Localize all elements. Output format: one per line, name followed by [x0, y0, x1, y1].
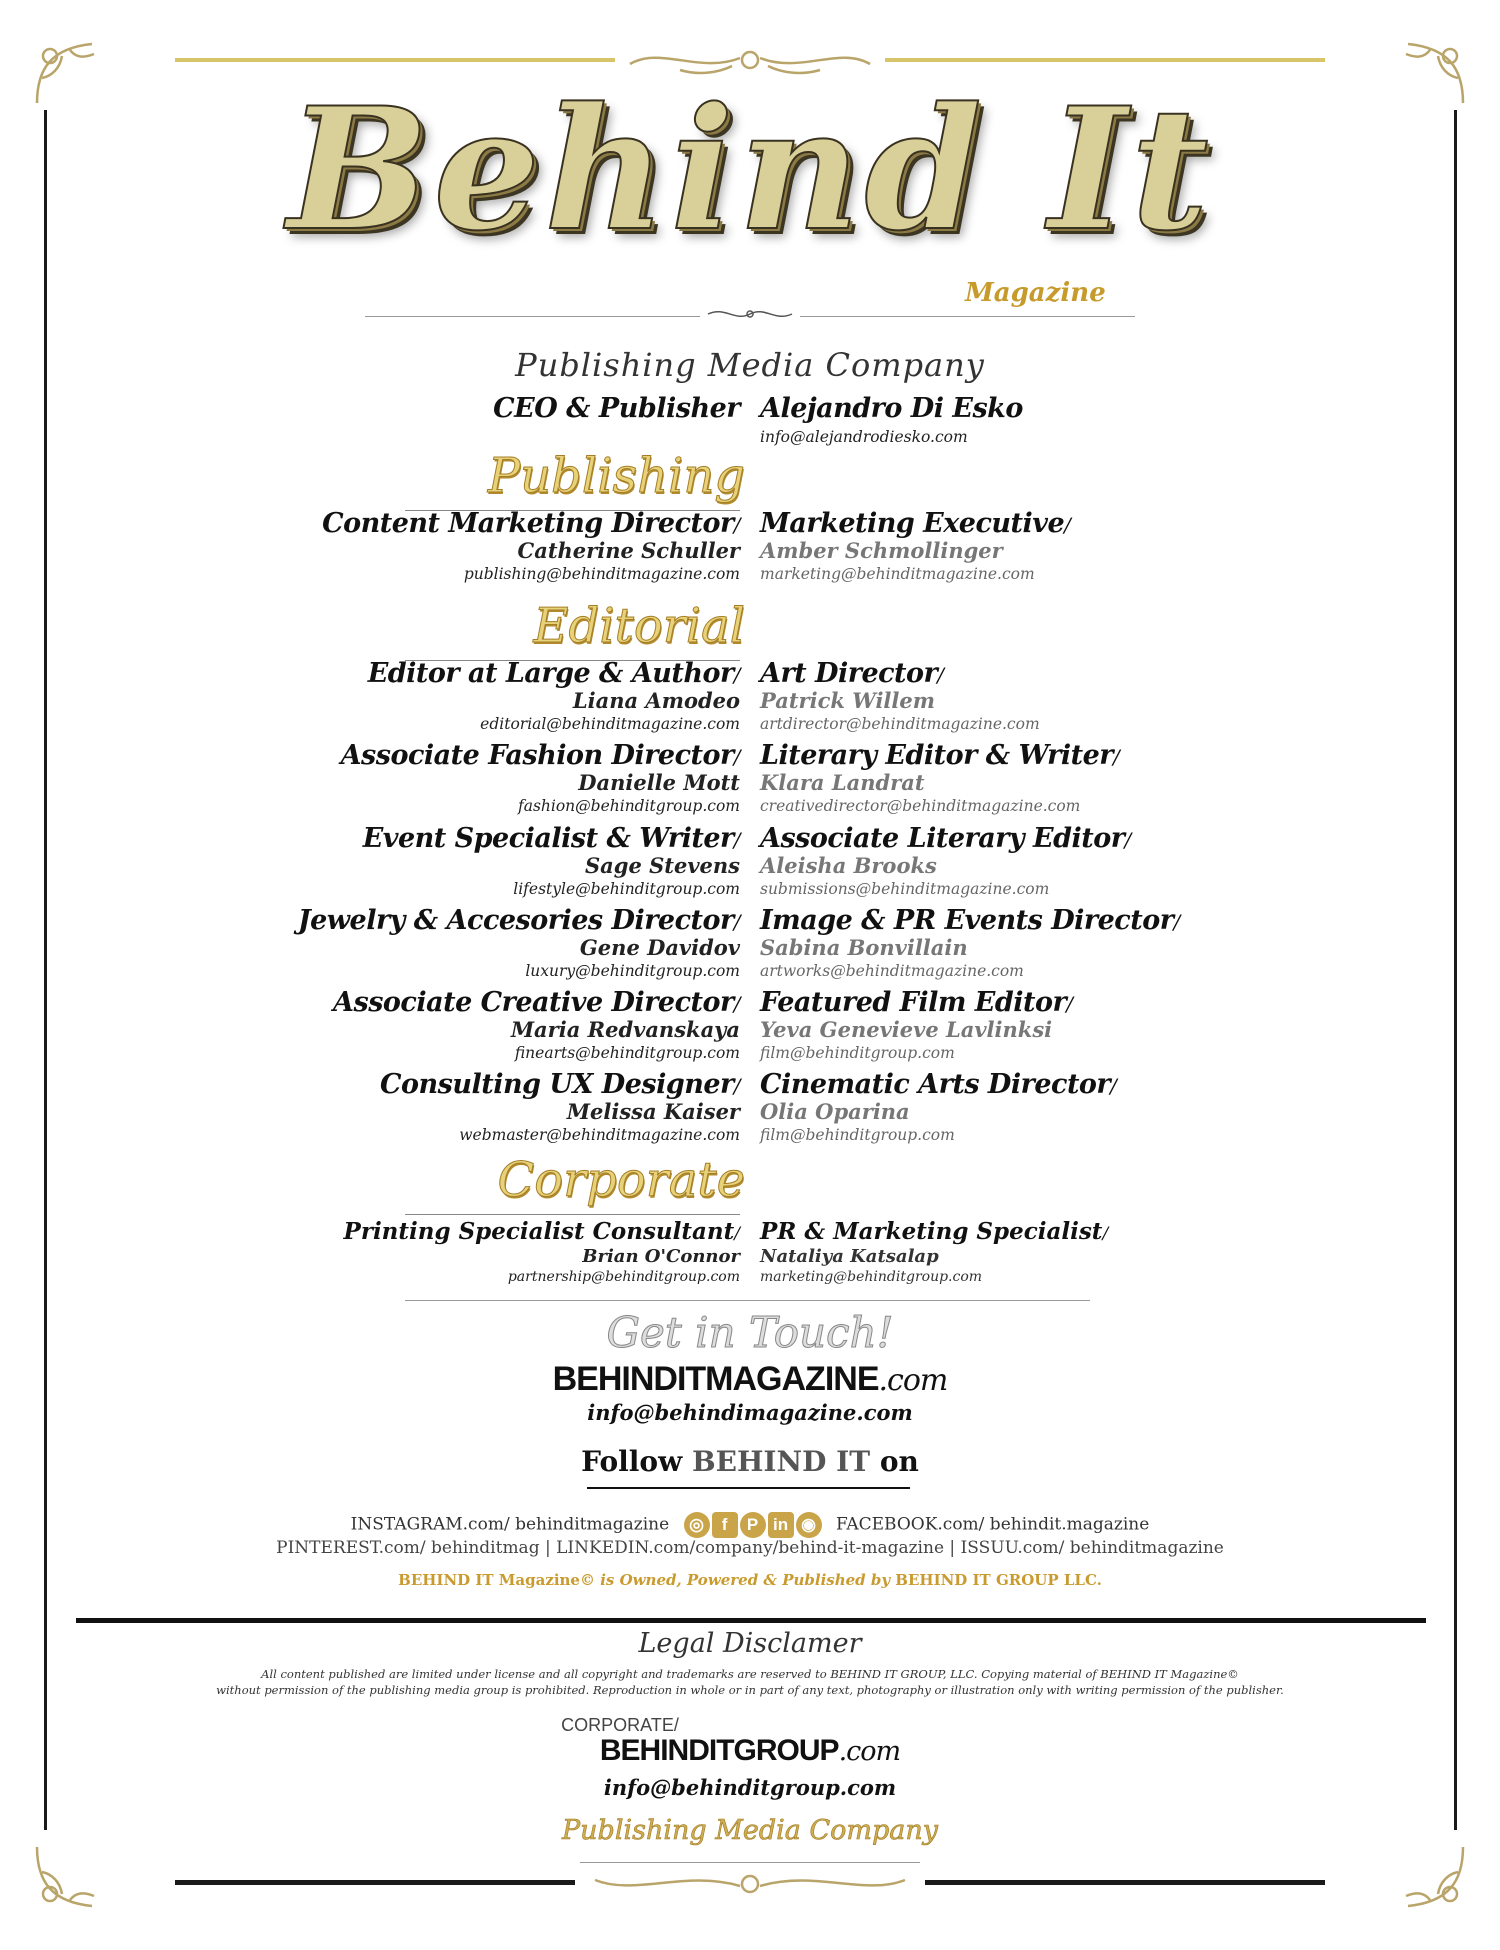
staff-email: film@behinditgroup.com	[760, 1044, 955, 1062]
staff-name: Patrick Willem	[760, 688, 935, 713]
section-bar	[76, 1618, 1426, 1623]
section-divider	[405, 1214, 740, 1215]
pinterest-icon[interactable]: P	[740, 1512, 766, 1538]
staff-name: Olia Oparina	[760, 1099, 910, 1124]
staff-email: lifestyle@behinditgroup.com	[513, 880, 740, 898]
corporate-email-link[interactable]: info@behinditgroup.com	[603, 1775, 897, 1800]
staff-name: Gene Davidov	[579, 935, 740, 960]
staff-name: Catherine Schuller	[517, 538, 740, 563]
ceo-name: Alejandro Di Esko	[760, 393, 1023, 424]
publishing-media-company-tagline: Publishing Media Company	[515, 346, 985, 384]
legal-disclaimer-line-1: All content published are limited under license and all copyright and trademarks are reserved to BEHIND IT GROUP, LLC. Copying material of BEHIND IT Magazine©	[261, 1667, 1239, 1681]
staff-email: fashion@behinditgroup.com	[517, 797, 740, 815]
staff-role: Editor at Large & Author/	[367, 658, 740, 689]
staff-role: PR & Marketing Specialist/	[760, 1218, 1109, 1245]
divider-flourish-icon	[700, 304, 800, 324]
ceo-role: CEO & Publisher	[493, 393, 740, 424]
staff-name: Danielle Mott	[578, 770, 740, 795]
staff-email: submissions@behinditmagazine.com	[760, 880, 1050, 898]
staff-name: Melissa Kaiser	[566, 1099, 740, 1124]
staff-email: editorial@behinditmagazine.com	[480, 715, 740, 733]
staff-name: Liana Amodeo	[572, 688, 740, 713]
staff-role: Event Specialist & Writer/	[362, 823, 740, 854]
staff-role: Jewelry & Accesories Director/	[297, 905, 740, 936]
linkedin-icon[interactable]: in	[768, 1512, 794, 1538]
staff-email: partnership@behinditgroup.com	[507, 1269, 740, 1285]
magazine-logo: Behind It	[287, 70, 1213, 268]
legal-disclaimer-line-2: without permission of the publishing media group is prohibited. Reproduction in whole or in part of any text, photography or illustration only with writing permission of the publisher.	[216, 1683, 1284, 1697]
bottom-center-ornament-icon	[585, 1866, 915, 1900]
corner-ornament-icon	[32, 1842, 102, 1912]
staff-email: marketing@behinditmagazine.com	[760, 565, 1035, 583]
staff-name: Aleisha Brooks	[760, 853, 937, 878]
frame-bottom-line-left	[175, 1880, 575, 1885]
facebook-icon[interactable]: f	[712, 1512, 738, 1538]
contact-divider	[405, 1300, 1090, 1301]
magazine-logo-subtitle: Magazine	[965, 278, 1106, 308]
staff-role: Associate Creative Director/	[333, 987, 740, 1018]
footer-tagline: Publishing Media Company	[561, 1815, 938, 1846]
corporate-label: CORPORATE/	[561, 1715, 679, 1735]
social-icons	[683, 1512, 823, 1538]
staff-name: Nataliya Katsalap	[760, 1246, 939, 1267]
staff-role: Printing Specialist Consultant/	[343, 1218, 740, 1245]
social-row-1	[0, 1512, 1500, 1538]
ownership-statement: BEHIND IT Magazine© is Owned, Powered & Published by BEHIND IT GROUP LLC.	[398, 1571, 1102, 1589]
section-heading-editorial: Editorial	[533, 598, 745, 654]
instagram-link[interactable]: INSTAGRAM.com/ behinditmagazine	[350, 1514, 670, 1535]
corner-ornament-icon	[1398, 1842, 1468, 1912]
follow-heading: Follow BEHIND IT on	[581, 1445, 919, 1478]
website-link[interactable]: BEHINDITMAGAZINE.com	[552, 1360, 948, 1398]
issuu-icon[interactable]: ◉	[796, 1512, 822, 1538]
staff-email: creativedirector@behinditmagazine.com	[760, 797, 1081, 815]
staff-email: publishing@behinditmagazine.com	[463, 565, 740, 583]
frame-top-gold-line-left	[175, 58, 615, 62]
section-heading-corporate: Corporate	[497, 1152, 745, 1208]
staff-role: Associate Literary Editor/	[760, 823, 1131, 854]
section-heading-publishing: Publishing	[487, 448, 745, 504]
staff-email: finearts@behinditgroup.com	[514, 1044, 740, 1062]
staff-name: Maria Redvanskaya	[510, 1017, 740, 1042]
staff-email: marketing@behinditgroup.com	[760, 1269, 983, 1285]
facebook-link[interactable]: FACEBOOK.com/ behindit.magazine	[836, 1514, 1150, 1535]
staff-name: Brian O'Connor	[582, 1246, 740, 1267]
staff-email: webmaster@behinditmagazine.com	[459, 1126, 740, 1144]
staff-role: Associate Fashion Director/	[340, 740, 740, 771]
footer-divider	[580, 1862, 920, 1863]
get-in-touch-heading: Get in Touch!	[606, 1308, 894, 1357]
staff-email: artworks@behinditmagazine.com	[760, 962, 1024, 980]
legal-disclaimer-title: Legal Disclamer	[638, 1628, 862, 1659]
staff-role: Cinematic Arts Director/	[760, 1069, 1117, 1100]
staff-name: Amber Schmollinger	[760, 538, 1003, 563]
frame-bottom-line-right	[925, 1880, 1325, 1885]
staff-role: Image & PR Events Director/	[760, 905, 1180, 936]
staff-role: Marketing Executive/	[760, 508, 1071, 539]
contact-email-link[interactable]: info@behindimagazine.com	[587, 1400, 913, 1425]
frame-top-gold-line-right	[885, 58, 1325, 62]
staff-name: Yeva Genevieve Lavlinksi	[760, 1017, 1053, 1042]
staff-email: film@behinditgroup.com	[760, 1126, 955, 1144]
staff-role: Consulting UX Designer/	[380, 1069, 740, 1100]
staff-name: Sabina Bonvillain	[760, 935, 968, 960]
ceo-email: info@alejandrodiesko.com	[760, 428, 968, 446]
staff-role: Content Marketing Director/	[322, 508, 740, 539]
follow-underline	[587, 1487, 910, 1489]
staff-name: Klara Landrat	[760, 770, 925, 795]
social-row-2[interactable]: PINTEREST.com/ behinditmag | LINKEDIN.com/company/behind-it-magazine | ISSUU.com/ behinditmagazine	[276, 1538, 1224, 1558]
instagram-icon[interactable]: ◎	[684, 1512, 710, 1538]
staff-email: luxury@behinditgroup.com	[525, 962, 740, 980]
staff-role: Featured Film Editor/	[760, 987, 1073, 1018]
staff-email: artdirector@behinditmagazine.com	[760, 715, 1040, 733]
staff-role: Art Director/	[760, 658, 944, 689]
staff-role: Literary Editor & Writer/	[760, 740, 1120, 771]
corporate-website-link[interactable]: BEHINDITGROUP.com	[599, 1734, 901, 1767]
staff-name: Sage Stevens	[584, 853, 740, 878]
